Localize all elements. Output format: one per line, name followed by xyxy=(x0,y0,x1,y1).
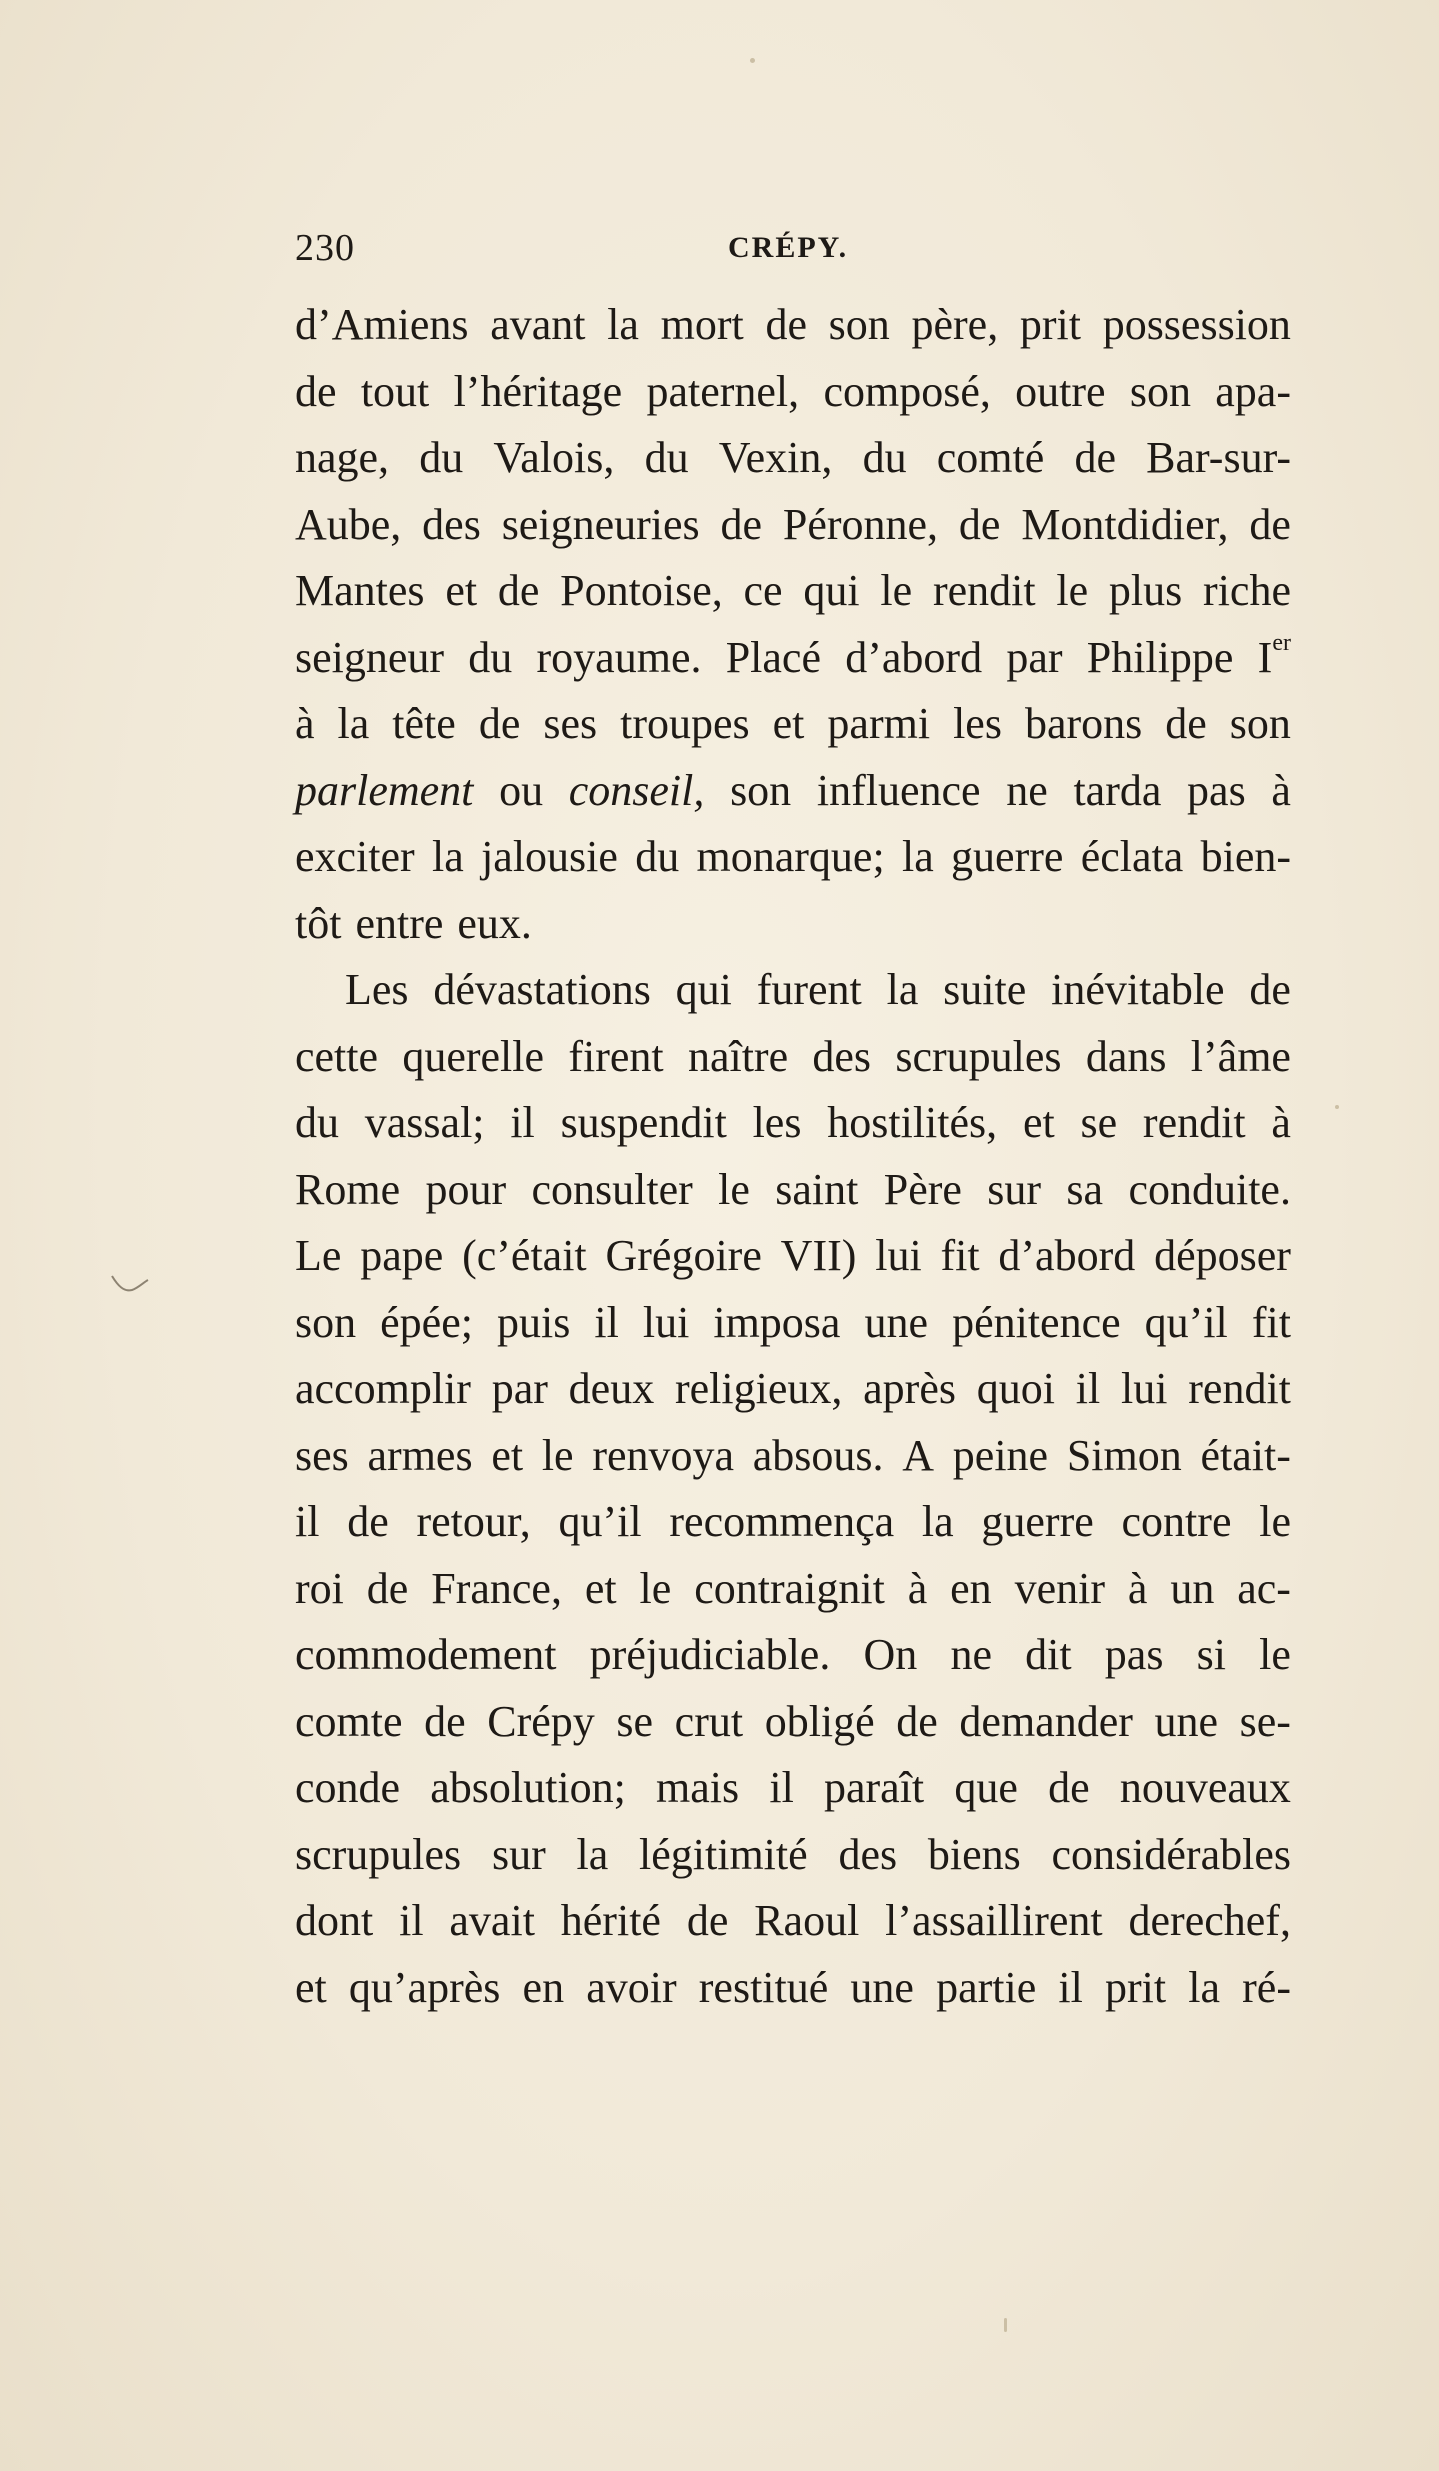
word: troupes xyxy=(620,699,750,748)
text-line xyxy=(295,1822,1291,1889)
text-line xyxy=(295,625,1291,692)
word: en xyxy=(950,1563,992,1613)
word: Père xyxy=(883,1164,962,1214)
word: dans xyxy=(1085,1031,1167,1081)
text-line xyxy=(295,558,1291,625)
word: jalousie xyxy=(481,832,618,881)
word: de xyxy=(424,1696,466,1746)
word: après xyxy=(863,1364,956,1413)
margin-pencil-mark xyxy=(110,1272,150,1302)
word: le xyxy=(1259,1497,1291,1546)
text-line xyxy=(295,359,1291,426)
paper-speck xyxy=(1004,2318,1007,2332)
word: comté xyxy=(936,433,1045,482)
word: prit xyxy=(1019,300,1081,349)
word: Les xyxy=(345,965,409,1014)
word: par xyxy=(491,1364,548,1413)
word: mais xyxy=(656,1763,740,1812)
word: la xyxy=(607,300,639,349)
word: tête xyxy=(392,699,456,748)
word: nouveaux xyxy=(1119,1763,1291,1812)
word: Valois, xyxy=(493,433,615,482)
word: dévastations xyxy=(433,965,651,1014)
word: qu’il xyxy=(1144,1297,1228,1347)
word: des xyxy=(422,499,481,549)
word: vassal; xyxy=(364,1098,485,1147)
word: une xyxy=(1154,1696,1219,1746)
word: Vexin, xyxy=(718,433,833,482)
word: Pontoise, xyxy=(560,566,723,615)
word: hostilités, xyxy=(827,1098,998,1147)
word: ou xyxy=(499,765,544,815)
word: l’assaillirent xyxy=(885,1896,1103,1945)
text-line xyxy=(295,824,1291,891)
running-head: CRÉPY. xyxy=(728,231,849,264)
word: il xyxy=(769,1763,794,1812)
word: seigneuries xyxy=(501,499,700,549)
word: ce xyxy=(743,566,783,615)
word: il xyxy=(399,1896,424,1945)
word: dont xyxy=(295,1896,374,1945)
word: barons xyxy=(1024,699,1143,748)
word: biens xyxy=(927,1829,1021,1879)
word: avait xyxy=(449,1896,535,1945)
word: de xyxy=(1048,1763,1090,1812)
word: pape xyxy=(360,1231,444,1280)
text-line xyxy=(295,1356,1291,1423)
word: le xyxy=(880,566,913,615)
text-line xyxy=(295,1223,1291,1290)
word: son xyxy=(730,765,792,815)
word: déposer xyxy=(1154,1231,1291,1280)
word: riche xyxy=(1203,566,1291,615)
word: paraît xyxy=(824,1763,925,1812)
word: seigneur xyxy=(295,632,445,682)
word: et xyxy=(772,699,805,748)
word: tôt xyxy=(295,898,342,948)
word: France, xyxy=(431,1563,562,1613)
word: accomplir xyxy=(295,1364,471,1413)
word: derechef, xyxy=(1128,1896,1291,1945)
word: On xyxy=(863,1630,918,1679)
text-line xyxy=(295,1489,1291,1556)
word: il xyxy=(1075,1364,1101,1413)
word: de xyxy=(958,499,1001,549)
word: pas xyxy=(1187,765,1246,815)
text-line xyxy=(295,1290,1291,1357)
word: absous. xyxy=(752,1430,884,1480)
word: deux xyxy=(568,1364,655,1413)
paper-speck xyxy=(1335,1105,1339,1109)
word: du xyxy=(644,433,689,482)
word: peine xyxy=(952,1430,1049,1480)
page-number: 230 xyxy=(295,227,355,269)
text-line xyxy=(295,1157,1291,1224)
text-line xyxy=(295,425,1291,492)
word: entre xyxy=(355,898,444,948)
word: de xyxy=(1249,965,1291,1014)
word: apa- xyxy=(1215,366,1291,416)
word: pas xyxy=(1104,1630,1164,1679)
word: de xyxy=(1249,499,1291,549)
word: querelle xyxy=(402,1031,545,1081)
text-line xyxy=(295,1622,1291,1689)
word: si xyxy=(1196,1630,1226,1679)
text-line xyxy=(295,292,1291,359)
word: le xyxy=(718,1164,750,1214)
word: par xyxy=(1006,632,1063,682)
word: une xyxy=(864,1297,929,1347)
word: fit xyxy=(1251,1297,1291,1347)
word: lui xyxy=(642,1297,690,1347)
page-header xyxy=(295,222,1195,274)
word: parlement xyxy=(295,765,474,815)
word: roi xyxy=(295,1563,344,1613)
text-line xyxy=(295,957,1291,1024)
word: Le xyxy=(295,1231,342,1280)
word: tout xyxy=(360,366,430,416)
word: considérables xyxy=(1051,1829,1291,1879)
word: Placé xyxy=(725,632,821,682)
word: d’Amiens xyxy=(295,300,469,349)
word: guerre xyxy=(981,1497,1094,1546)
word: contraignit xyxy=(694,1563,885,1613)
word: des xyxy=(812,1031,872,1081)
word: qu’après xyxy=(348,1962,501,2012)
word: parmi xyxy=(827,699,931,748)
word: pour xyxy=(425,1164,507,1214)
word: la xyxy=(886,965,919,1014)
word: restitué xyxy=(698,1962,829,2012)
word: Rome xyxy=(295,1164,401,1214)
word: puis xyxy=(497,1297,571,1347)
word: Mantes xyxy=(295,566,425,615)
word: A xyxy=(902,1430,935,1480)
word: avoir xyxy=(586,1962,677,2012)
word: furent xyxy=(756,965,862,1014)
word: d’abord xyxy=(998,1231,1136,1280)
word: ses xyxy=(543,699,598,748)
word: sur xyxy=(491,1829,546,1879)
word: de xyxy=(765,300,807,349)
word: de xyxy=(1165,699,1207,748)
word: de xyxy=(1074,433,1116,482)
word: comte xyxy=(295,1696,403,1746)
word: du xyxy=(468,632,513,682)
text-line xyxy=(295,891,1291,958)
word: VII) xyxy=(780,1231,857,1280)
word: armes xyxy=(367,1430,473,1480)
word: demander xyxy=(959,1696,1133,1746)
word: épée; xyxy=(380,1297,473,1347)
word: sa xyxy=(1066,1164,1104,1214)
word-with-superscript xyxy=(1258,625,1291,692)
text-line xyxy=(295,1888,1291,1955)
word: préjudiciable. xyxy=(589,1630,831,1679)
word: sur xyxy=(987,1164,1042,1214)
word: des xyxy=(838,1829,898,1879)
word: bien- xyxy=(1200,832,1291,881)
word: une xyxy=(850,1962,914,2012)
word: plus xyxy=(1108,566,1183,615)
word: de xyxy=(347,1497,389,1546)
word: renvoya xyxy=(592,1430,735,1480)
word: commodement xyxy=(295,1630,557,1679)
word: et xyxy=(491,1430,524,1480)
word: obligé xyxy=(764,1696,875,1746)
word: possession xyxy=(1102,300,1291,349)
word: paternel, xyxy=(646,366,800,416)
word: recommença xyxy=(669,1497,895,1546)
word: et xyxy=(1022,1098,1055,1147)
word: les xyxy=(752,1098,802,1147)
word: à xyxy=(1127,1563,1148,1613)
word: le xyxy=(1056,566,1089,615)
word: cette xyxy=(295,1031,379,1081)
body-text xyxy=(295,292,1291,2021)
word: en xyxy=(522,1962,565,2012)
word: outre xyxy=(1015,366,1106,416)
text-line xyxy=(295,1423,1291,1490)
word: ne xyxy=(1006,765,1048,815)
text-line xyxy=(295,1955,1291,2022)
text-line xyxy=(295,758,1291,825)
word: il xyxy=(510,1098,535,1147)
word: le xyxy=(541,1430,574,1480)
word: ne xyxy=(950,1630,992,1679)
word: I xyxy=(1257,632,1273,682)
word: scrupules xyxy=(895,1031,1062,1081)
word: l’héritage xyxy=(453,366,623,416)
word: conseil, xyxy=(568,765,705,815)
word: un xyxy=(1170,1563,1215,1613)
word: et xyxy=(295,1962,327,2012)
word: rendit xyxy=(932,566,1036,615)
word: (c’était xyxy=(462,1231,587,1280)
word: du xyxy=(635,832,680,881)
word: composé, xyxy=(823,366,991,416)
word: religieux, xyxy=(674,1364,843,1413)
word: son xyxy=(1229,699,1291,748)
word: rendit xyxy=(1142,1098,1246,1147)
word: lui xyxy=(875,1231,922,1280)
word: firent xyxy=(568,1031,664,1081)
word: légitimité xyxy=(639,1829,808,1879)
word: se xyxy=(1080,1098,1118,1147)
word: influence xyxy=(816,765,981,815)
word: qu’il xyxy=(558,1497,642,1546)
word: à xyxy=(1271,765,1291,815)
word: saint xyxy=(775,1164,859,1214)
word: la xyxy=(432,832,464,881)
word: la xyxy=(901,832,934,881)
word: Crépy xyxy=(487,1696,595,1746)
word: il xyxy=(594,1297,619,1347)
word: partie xyxy=(936,1962,1037,2012)
word: que xyxy=(954,1763,1018,1812)
word: de xyxy=(720,499,763,549)
word: le xyxy=(639,1563,672,1613)
word: éclata xyxy=(1080,832,1184,881)
word: prit xyxy=(1105,1962,1167,2012)
word: se xyxy=(616,1696,654,1746)
word: il xyxy=(1058,1962,1083,2012)
word: lui xyxy=(1121,1364,1168,1413)
text-line xyxy=(295,1090,1291,1157)
word: venir xyxy=(1014,1563,1105,1613)
word: de xyxy=(686,1896,729,1945)
word: à xyxy=(295,699,315,748)
word: père, xyxy=(911,300,999,349)
word: Montdidier, xyxy=(1021,499,1229,549)
word: Philippe xyxy=(1086,632,1234,682)
word: naître xyxy=(687,1031,789,1081)
word: royaume. xyxy=(536,632,702,682)
word: quoi xyxy=(976,1364,1056,1413)
word: les xyxy=(953,699,1002,748)
word: contre xyxy=(1121,1497,1232,1546)
word: Grégoire xyxy=(605,1231,762,1280)
word: conduite. xyxy=(1128,1164,1291,1214)
text-line xyxy=(295,1689,1291,1756)
word: l’âme xyxy=(1190,1031,1291,1081)
word: son xyxy=(828,300,890,349)
word: tarda xyxy=(1073,765,1162,815)
word: de xyxy=(478,699,521,748)
word: fit xyxy=(940,1231,980,1280)
word: il xyxy=(295,1497,320,1546)
word: était- xyxy=(1200,1430,1291,1480)
word: Bar-sur- xyxy=(1146,433,1291,482)
word: crut xyxy=(674,1696,744,1746)
word: inévitable xyxy=(1051,965,1225,1014)
word: du xyxy=(419,433,464,482)
word: ses xyxy=(295,1430,349,1480)
word: Aube, xyxy=(295,499,402,549)
word: son xyxy=(1129,366,1191,416)
word: suspendit xyxy=(560,1098,727,1147)
word: du xyxy=(295,1098,339,1147)
word: eux. xyxy=(457,898,532,948)
word: exciter xyxy=(295,832,415,881)
paper-speck xyxy=(750,58,755,63)
word: avant xyxy=(490,300,586,349)
word: du xyxy=(862,433,907,482)
word: à xyxy=(907,1563,928,1613)
word: d’abord xyxy=(845,632,983,682)
word: nage, xyxy=(295,433,390,482)
word: Raoul xyxy=(754,1896,860,1945)
word: absolution; xyxy=(430,1763,626,1812)
word: mort xyxy=(660,300,744,349)
text-line xyxy=(295,1755,1291,1822)
word: la xyxy=(337,699,370,748)
word: consulter xyxy=(531,1164,693,1214)
superscript: er xyxy=(1272,629,1291,656)
word: qui xyxy=(675,965,732,1014)
word: conde xyxy=(295,1763,401,1812)
word: la xyxy=(576,1829,609,1879)
word: son xyxy=(295,1297,357,1347)
word: et xyxy=(584,1563,617,1613)
word: rendit xyxy=(1188,1364,1291,1413)
text-line xyxy=(295,691,1291,758)
word: qui xyxy=(803,566,860,615)
word: ré- xyxy=(1242,1962,1291,2012)
text-line xyxy=(295,1024,1291,1091)
word: le xyxy=(1259,1630,1291,1679)
word: de xyxy=(896,1696,938,1746)
word: de xyxy=(497,566,540,615)
word: la xyxy=(1188,1962,1221,2012)
text-line xyxy=(295,492,1291,559)
word: imposa xyxy=(713,1297,841,1347)
word: monarque; xyxy=(696,832,885,881)
word: et xyxy=(445,566,478,615)
word: retour, xyxy=(416,1497,531,1546)
word: dit xyxy=(1025,1630,1072,1679)
word: se- xyxy=(1239,1696,1291,1746)
word: de xyxy=(295,366,337,416)
word: de xyxy=(366,1563,409,1613)
word: scrupules xyxy=(295,1829,462,1879)
word: pénitence xyxy=(952,1297,1121,1347)
word: à xyxy=(1271,1098,1291,1147)
word: hérité xyxy=(560,1896,661,1945)
word: guerre xyxy=(951,832,1064,881)
word: suite xyxy=(943,965,1027,1014)
word: la xyxy=(921,1497,954,1546)
text-line xyxy=(295,1556,1291,1623)
word: Péronne, xyxy=(782,499,939,549)
word: Simon xyxy=(1066,1430,1182,1480)
word: ac- xyxy=(1237,1563,1291,1613)
